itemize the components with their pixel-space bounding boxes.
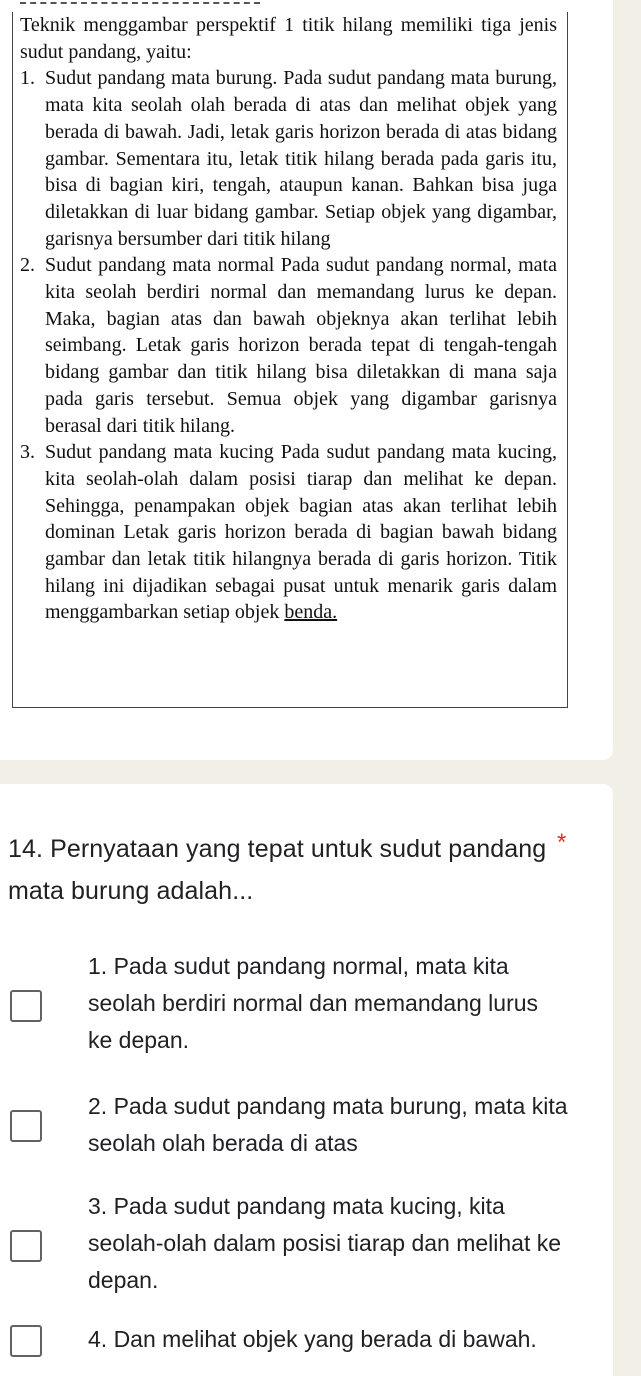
passage-image (12, 12, 568, 708)
passage-item-number: 3. (20, 441, 35, 464)
checkbox[interactable] (10, 1325, 42, 1357)
checkbox[interactable] (10, 1110, 42, 1142)
passage-item-text: Sudut pandang mata normal Pada sudut pandang normal, mata kita seolah berdiri normal dan memandang lurus ke depan. Maka, bagian atas dan bawah objeknya akan terlihat lebih seimbang. Letak garis horizon berada tepat di tengah-tengah bidang gambar dan titik hilang bisa diletakkan di mana saja pada garis tersebut. Semua objek yang digambar garisnya berasal dari titik hilang. (45, 254, 557, 437)
passage-item-underlined-word: benda. (284, 601, 338, 624)
passage-item-text: Sudut pandang mata burung. Pada sudut pandang mata burung, mata kita seolah olah berada di atas dan melihat objek yang berada di bawah. Jadi, letak garis horizon berada di atas bidang gambar. Sementara itu, letak titik hilang berada pada garis itu, bisa di bagian kiri, tengah, ataupun kanan. Bahkan bisa juga diletakkan di luar bidang gambar. Setiap objek yang digambar, garisnya bersumber dari titik hilang (45, 67, 557, 250)
passage-item (20, 65, 557, 252)
question-card (0, 784, 613, 1376)
option-label[interactable]: 3. Pada sudut pandang mata kucing, kita seolah-olah dalam posisi tiarap dan melihat ke depan. (88, 1193, 562, 1293)
option-label[interactable]: 4. Dan melihat objek yang berada di bawah. (88, 1326, 537, 1352)
required-asterisk: * (557, 829, 567, 856)
passage-item-number: 2. (20, 254, 35, 277)
option-label[interactable]: 1. Pada sudut pandang normal, mata kita seolah berdiri normal dan memandang lurus ke depan. (88, 953, 539, 1053)
option-label[interactable]: 2. Pada sudut pandang mata burung, mata kita seolah olah berada di atas (88, 1093, 568, 1156)
passage-intro: Teknik menggambar perspektif 1 titik hilang memiliki tiga jenis sudut pandang, yaitu: (20, 14, 557, 63)
passage-item (20, 439, 557, 626)
passage-item (20, 252, 557, 439)
passage-item-body (45, 439, 557, 626)
option-3[interactable] (10, 1188, 570, 1300)
passage-list (20, 65, 557, 626)
question-title: 14. Pernyataan yang tepat untuk sudut pandang mata burung adalah... (8, 835, 547, 905)
checkbox[interactable] (10, 1230, 42, 1262)
checkbox[interactable] (10, 990, 42, 1022)
option-1[interactable] (10, 948, 570, 1060)
passage-item-text: Sudut pandang mata kucing Pada sudut pandang mata kucing, kita seolah-olah dalam posisi tiarap dan melihat ke depan. Sehingga, penampakan objek bagian atas akan terlihat lebih dominan Letak garis horizon berada di bagian bawah bidang gambar dan letak titik hilangnya berada di garis horizon. Titik hilang ini dijadikan sebagai pusat untuk menarik garis dalam menggambarkan setiap objek (45, 441, 557, 624)
cutoff-text-line (20, 0, 260, 6)
option-4[interactable] (10, 1321, 570, 1361)
option-2[interactable] (10, 1088, 570, 1164)
passage-item-number: 1. (20, 67, 35, 90)
